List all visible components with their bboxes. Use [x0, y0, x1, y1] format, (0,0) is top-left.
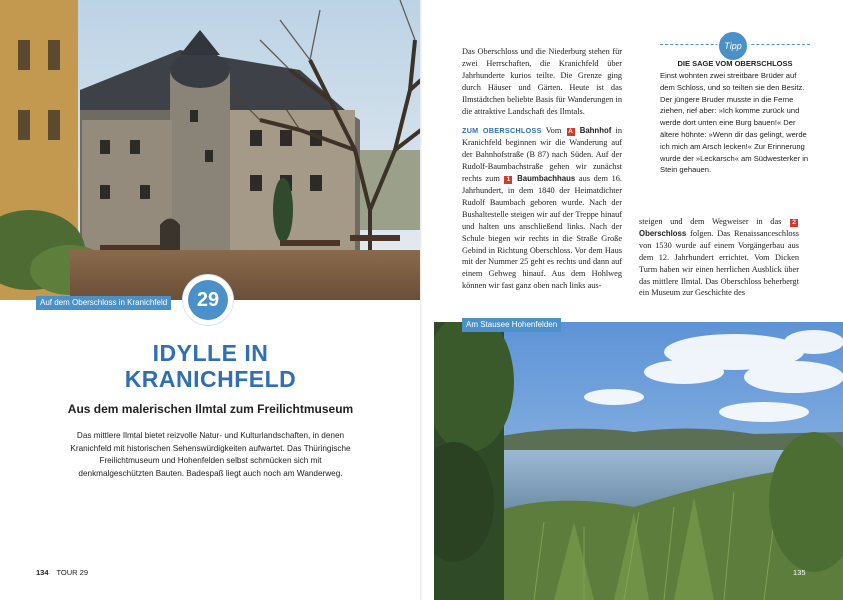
castle-photo: [0, 0, 421, 300]
section-heading: ZUM OBERSCHLOSS: [462, 126, 542, 136]
tour-number: 29: [188, 280, 228, 320]
place-bahnhof: Bahnhof: [579, 126, 612, 136]
place-baumbachhaus: Baumbachhaus: [517, 174, 576, 184]
route-text-c: aus dem 16. Jahrhundert, in dem 1840 der Heimatdichter Rudolf Baumbach geboren wurde. Nach der Bushaltestelle steigen wir auf der Treppe hinauf und halten uns anschließend links. Nach der Schule biegen wir rechts in die Straße Große Gebind in Richtung Oberschloss. Vor dem Haus mit der Nummer 25 geht es rechts und dann auf einem Gehweg hinauf. Aus dem Hohlweg können wir fast ganz oben nach links aus-: [462, 174, 622, 291]
subtitle: Aus dem malerischen Ilmtal zum Freilichtmuseum: [67, 402, 354, 416]
marker-2: 2: [790, 219, 798, 227]
left-page: [0, 0, 421, 600]
title-line-2: KRANICHFELD: [124, 366, 297, 392]
tipp-badge: Tipp: [717, 30, 749, 62]
paragraph-route: [462, 125, 622, 292]
title-line-1: IDYLLE IN: [152, 340, 269, 366]
route-text-a: Vom: [545, 126, 562, 136]
marker-a: A: [568, 128, 573, 136]
tipp-heading: DIE SAGE VOM OBERSCHLOSS: [677, 59, 793, 68]
lake-photo: [434, 322, 843, 600]
castle-photo-caption: Auf dem Oberschloss in Kranichfeld: [36, 296, 171, 310]
lake-photo-caption: Am Stausee Hohenfelden: [462, 318, 561, 332]
col2-text-b: folgen. Das Renaissanceschloss von 1530 wurde auf einem Vorgängerbau aus dem 12. Jahrhundert errichtet. Vom Dicken Turm haben wir einen herrlichen Ausblick über das mittlere Ilmtal. Das Oberschloss beherbergt ein Museum zur Geschichte des: [639, 228, 799, 298]
left-footer: [36, 568, 88, 577]
tour-number-badge: [183, 275, 233, 325]
intro-text: Das mittlere Ilmtal bietet reizvolle Natur- und Kulturlandschaften, in denen Kranichfeld mit historischen Sehenswürdigkeiten aufwartet. Das Thüringische Freilichtmuseum und Hohenfelden selbst schmücken sich mit denkmalgeschützten Bauten. Badespaß liegt auch noch am Wanderweg.: [70, 431, 351, 478]
left-page-number: 134: [36, 568, 49, 577]
page-title: [0, 340, 421, 392]
running-head: TOUR 29: [56, 568, 89, 577]
tipp-text: Einst wohnten zwei streitbare Brüder auf dem Schloss, und so teilten sie den Besitz. Der jüngere Bruder musste in die Ferne ziehen, rief aber: »Ich komme zurück und werde dort unten eine Burg bauen!« Der ältere höhnte: »Wenn dir das gelingt, werde ich mich am Arsch lecken!« Zur Erinnerung wurde der »Leckarsch« am Südwesterker in Stein gehauen.: [660, 71, 809, 175]
text-column-1: [462, 46, 622, 292]
place-oberschloss: Oberschloss: [639, 228, 687, 238]
col2-text-a: steigen und dem Wegweiser in das: [639, 217, 782, 226]
right-page-number: 135: [793, 568, 806, 577]
route-text-b: in Kranichfeld beginnen wir die Wanderung auf der Bahnhofstraße (B 87) nach Süden. Auf der Rudolf-Baumbachstraße gehen wir zunächst rechts zum: [462, 126, 622, 184]
paragraph-intro: Das Oberschloss und die Niederburg stehen für zwei Herrschaften, die Kranichfeld über Jahrhunderte kurios teilte. Die Grenze ging durch Häuser und Gärten. Heute ist das Ilmstädtchen beliebte Basis für Wanderungen in die attraktive Landschaft des Ilmtals.: [462, 47, 622, 116]
marker-1: 1: [504, 176, 512, 184]
text-column-2: [639, 216, 799, 299]
